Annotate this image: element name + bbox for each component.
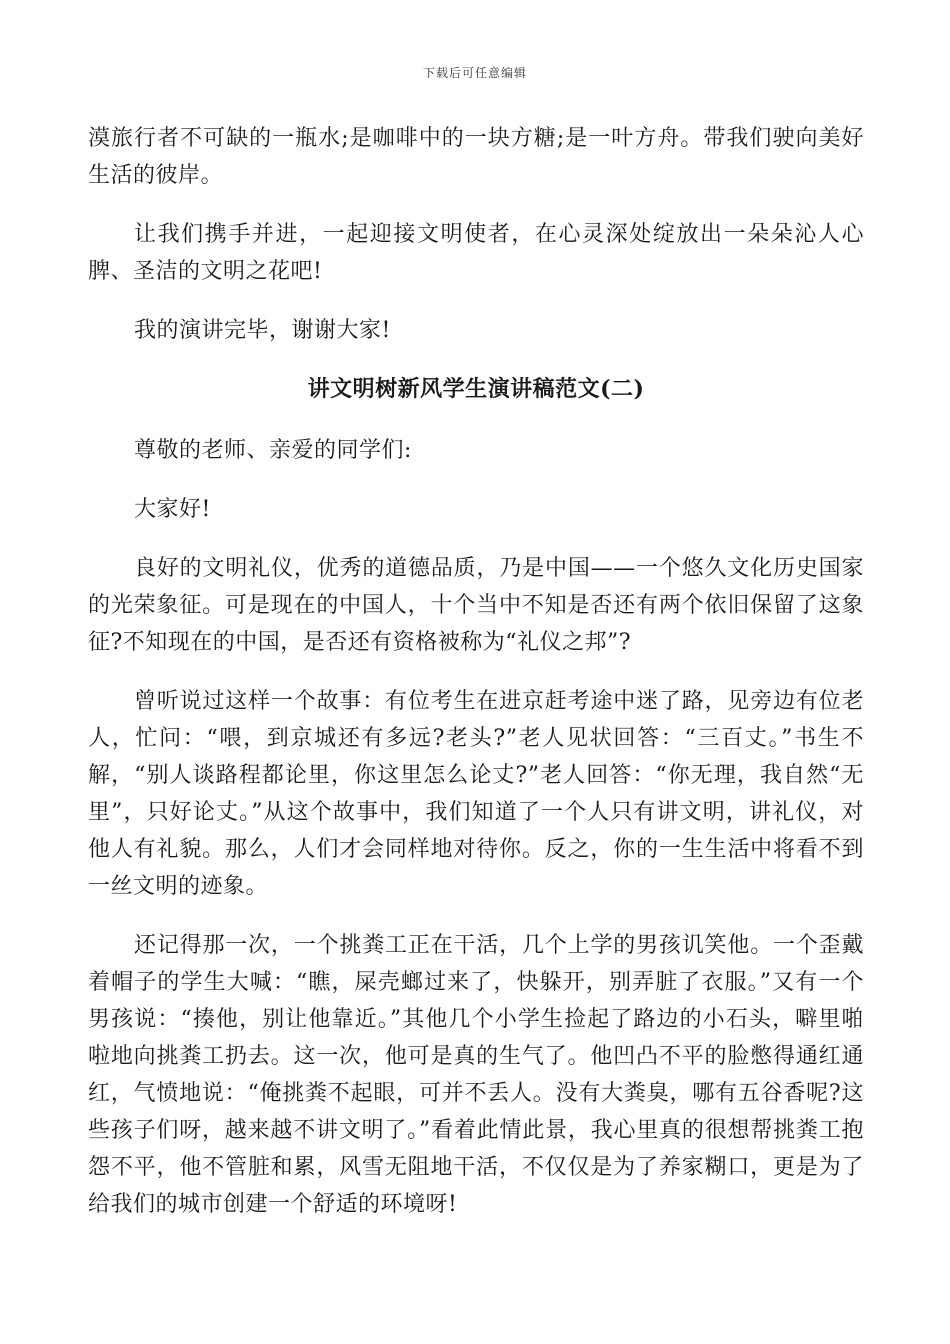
paragraph-greeting-hello: 大家好! (134, 497, 211, 522)
paragraph-closing-call: 让我们携手并进，一起迎接文明使者，在心灵深处绽放出一朵朵沁人心脾、圣洁的文明之花吧! (88, 222, 864, 284)
paragraph-closing-thanks: 我的演讲完毕，谢谢大家! (134, 318, 391, 343)
paragraph-greeting-audience: 尊敬的老师、亲爱的同学们: (134, 438, 412, 463)
section-title: 讲文明树新风学生演讲稿范文(二) (307, 376, 645, 402)
paragraph-civility-symbol: 良好的文明礼仪，优秀的道德品质，乃是中国——一个悠久文化历史国家的光荣象征。可是现在的中国人，十个当中不知是否还有两个依旧保留了这象征?不知现在的中国，是否还有资格被称为“礼仪之邦”? (88, 556, 864, 655)
paragraph-story: 曾听说过这样一个故事：有位考生在进京赶考途中迷了路，见旁边有位老人，忙问：“喂，到京城还有多远?老头?”老人见状回答：“三百丈。”书生不解，“别人谈路程都论里，你这里怎么论丈?”老人回答：“你无理，我自然“无里”，只好论丈。”从这个故事中，我们知道了一个人只有讲文明，讲礼仪，对他人有礼貌。那么，人们才会同样地对待你。反之，你的一生生活中将看不到一丝文明的迹象。 (88, 689, 864, 899)
document-body (88, 120, 864, 1245)
paragraph-continuation: 漠旅行者不可缺的一瓶水;是咖啡中的一块方糖;是一叶方舟。带我们驶向美好生活的彼岸。 (88, 126, 864, 188)
paragraph-memory: 还记得那一次，一个挑粪工正在干活，几个上学的男孩讥笑他。一个歪戴着帽子的学生大喊：“瞧，屎壳螂过来了，快躲开，别弄脏了衣服。”又有一个男孩说：“揍他，别让他靠近。”其他几个小学生捡起了路边的小石头，噼里啪啦地向挑粪工扔去。这一次，他可是真的生气了。他凹凸不平的脸憋得通红通红，气愤地说：“俺挑粪不起眼，可并不丢人。没有大粪臭，哪有五谷香呢?这些孩子们呀，越来越不讲文明了。”看着此情此景，我心里真的很想帮挑粪工抱怨不平，他不管脏和累，风雪无阻地干活，不仅仅是为了养家糊口，更是为了给我们的城市创建一个舒适的环境呀! (88, 933, 864, 1217)
header-note: 下载后可任意编辑 (422, 66, 527, 80)
